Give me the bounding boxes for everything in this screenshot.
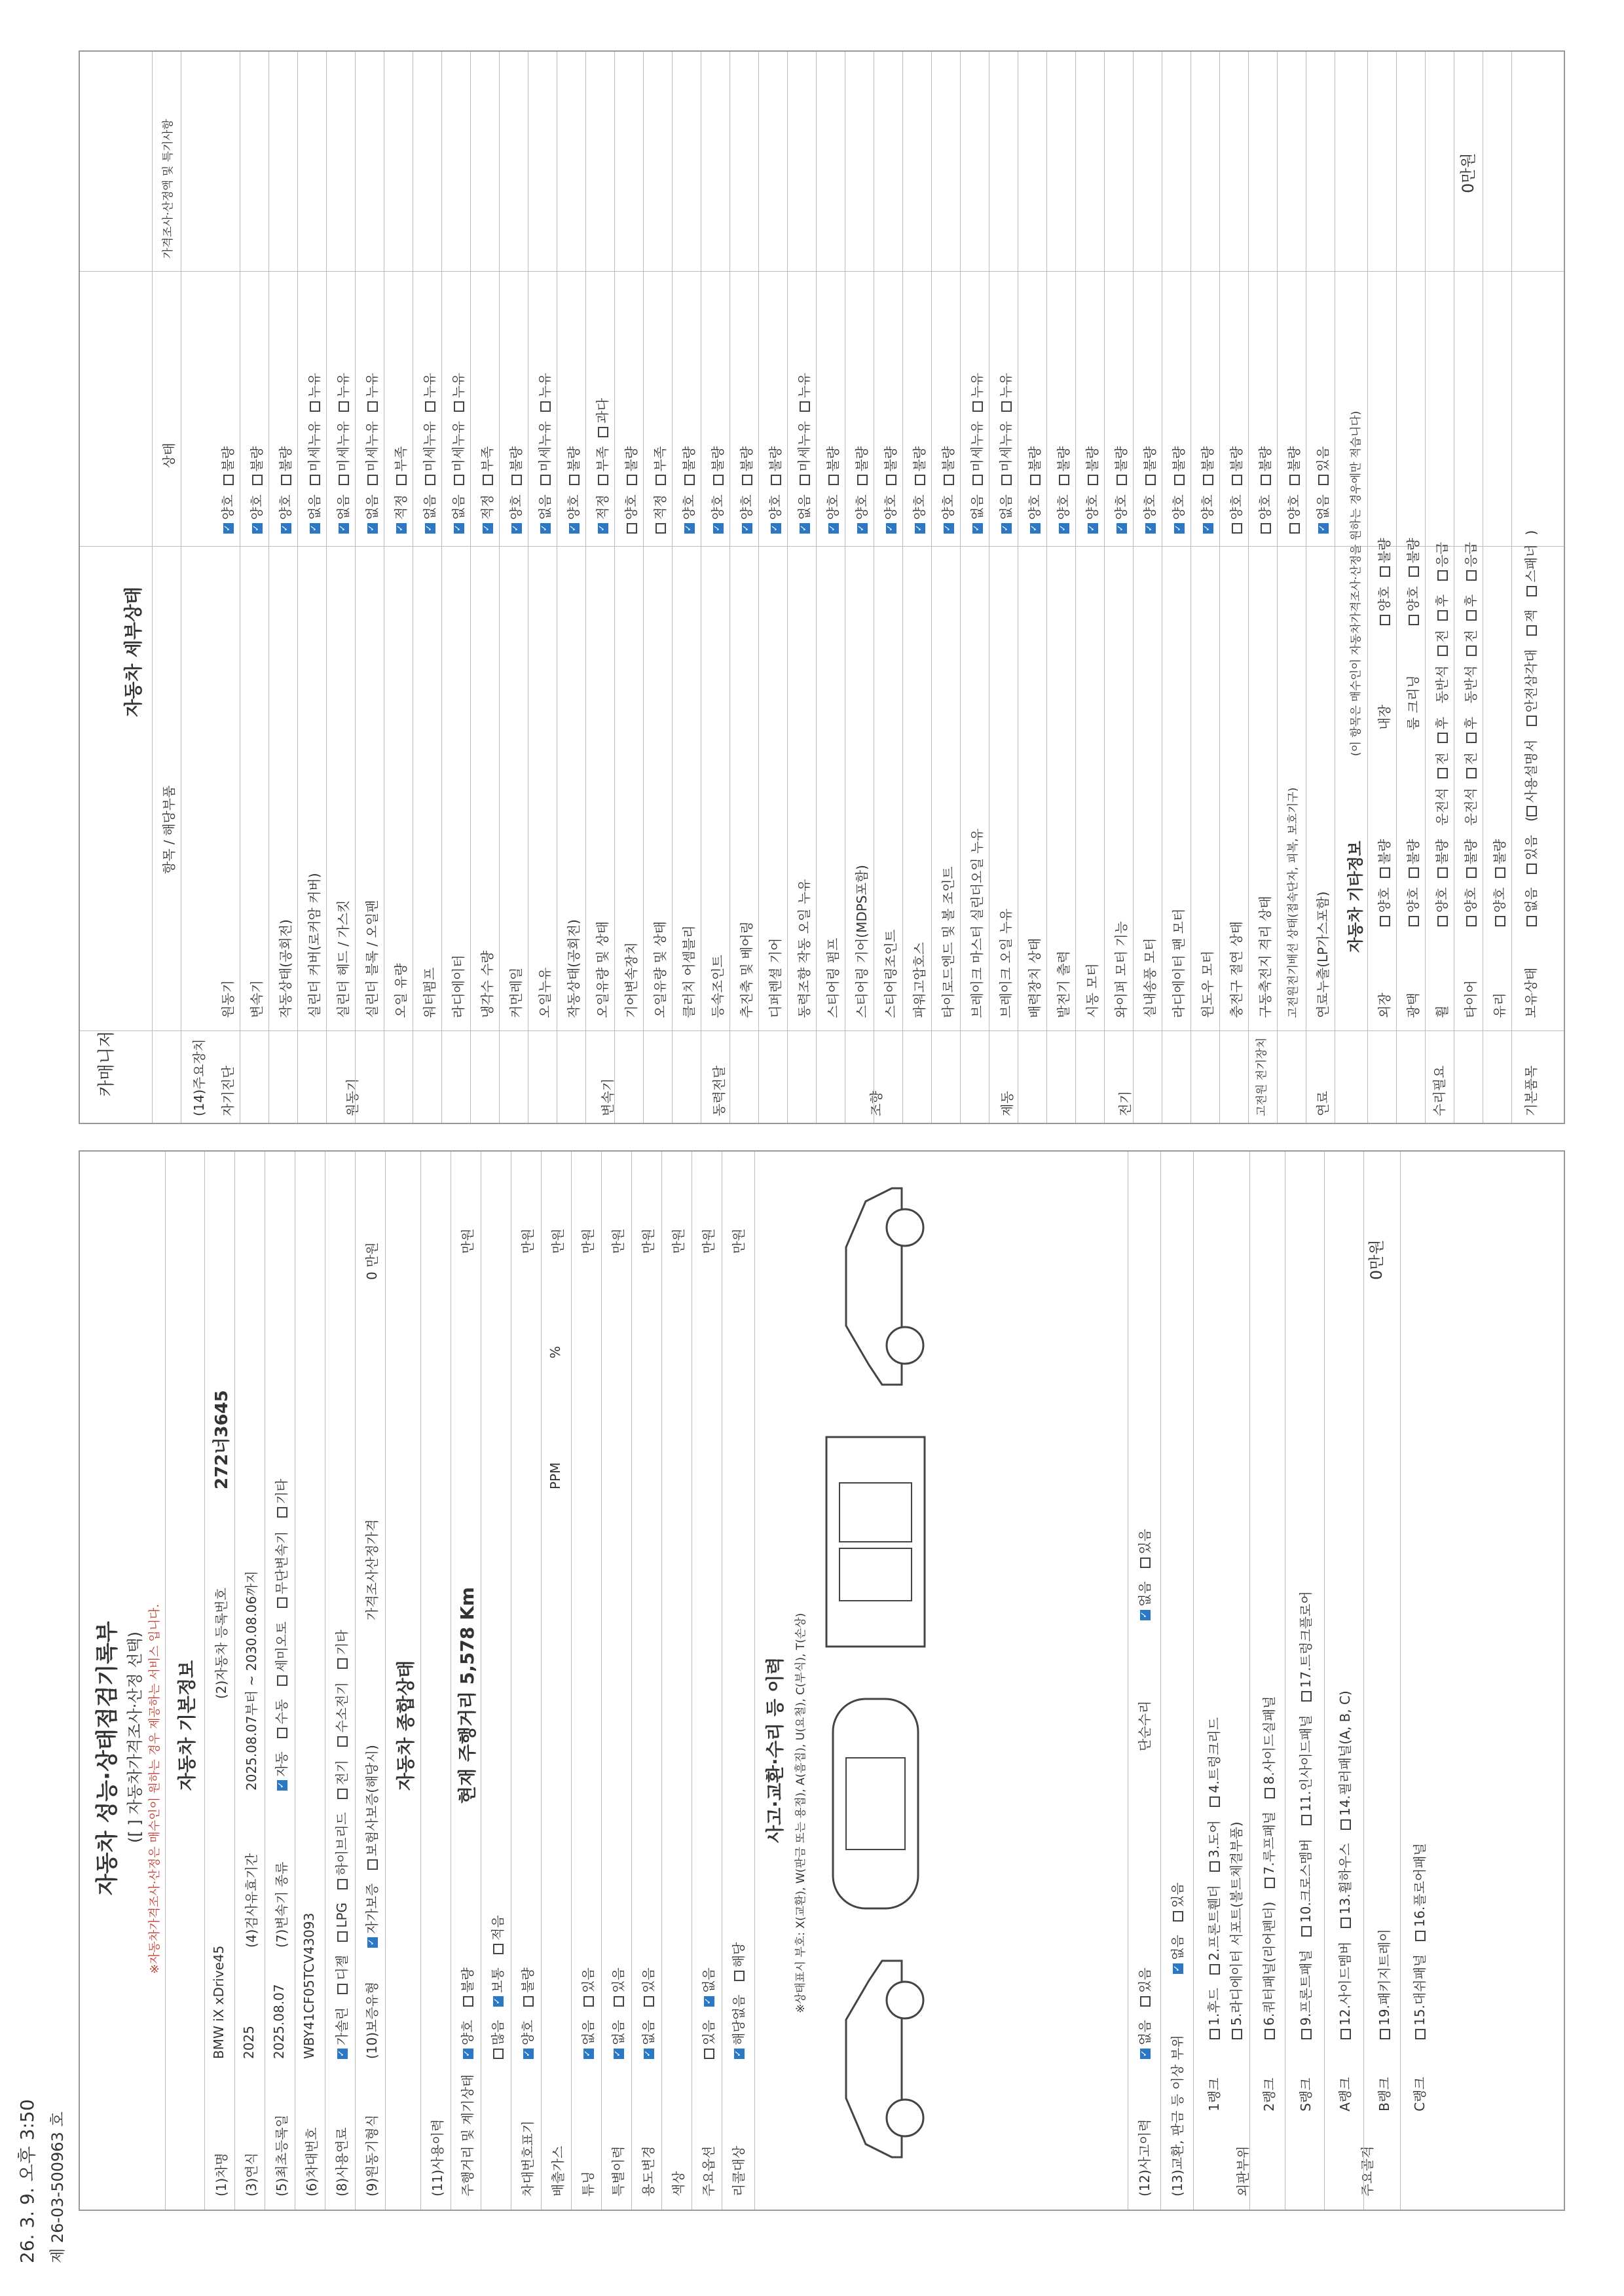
power-item-1-state: ✓양호불량 <box>707 437 726 534</box>
engine-item-7: 냉각수 수량 <box>479 951 495 1018</box>
label-basic-items: 기본품목 <box>1523 1065 1539 1116</box>
label-possession: 보유상태 <box>1523 967 1539 1018</box>
other-glass: 유리 <box>1492 993 1507 1018</box>
section-accident-title: 사고·교환·수리 등 이력 <box>764 1656 786 1843</box>
vin-mark-unit: 만원 <box>520 1228 536 1254</box>
trans-item-2-state: ✓적정부족과다 <box>592 389 611 534</box>
steer-item-4-state: ✓양호불량 <box>880 437 899 534</box>
accident-options: ✓없음 있음 <box>1134 1958 1153 2059</box>
label-accident: (12)사고이력 <box>1137 2119 1153 2196</box>
value-year: 2025 <box>241 2026 257 2059</box>
use-change-unit: 만원 <box>640 1228 656 1254</box>
hv-item-2: 고전원전기배선 상태(접속단자, 피복, 보호기구) <box>1287 787 1300 1018</box>
other-interior-state: 양호불량 <box>1374 529 1393 625</box>
car-diagram-left-side <box>820 1948 931 2170</box>
tuning-unit: 만원 <box>580 1228 596 1254</box>
hv-item-2-state: 양호불량 <box>1283 437 1302 534</box>
option-options: 있음 ✓없음 <box>698 1958 717 2059</box>
engine-item-5: 워터펌프 <box>422 967 437 1018</box>
print-timestamp: 26. 3. 9. 오후 3:50 <box>16 2099 38 2263</box>
other-glass-state: 양호불량 <box>1489 830 1508 926</box>
group-steering: 조향 <box>868 1091 884 1116</box>
other-exterior-state: 양호불량 <box>1374 830 1393 926</box>
car-diagram-top <box>813 1686 938 1922</box>
trans-item-3: 기어변속장치 <box>623 942 639 1018</box>
elec-item-5: 윈도우 모터 <box>1200 951 1215 1018</box>
label-plate: (2)자동차 등록번호 <box>213 1588 229 1699</box>
steer-item-2-state: ✓양호불량 <box>822 437 841 534</box>
page-title: 자동차 성능·상태점검기록부 <box>94 1621 120 1895</box>
elec-item-0: 발전기 출력 <box>1056 951 1071 1018</box>
other-gloss: 광택 <box>1405 993 1421 1018</box>
elec-item-4: 라디에이터 팬 모터 <box>1171 908 1187 1018</box>
elec-item-3: 실내송풍 모터 <box>1142 938 1158 1018</box>
elec-item-0-state: ✓양호불량 <box>1053 437 1072 534</box>
engine-item-8-state: ✓양호불량 <box>506 437 525 534</box>
simple-repair-options: ✓없음 있음 <box>1134 1520 1153 1620</box>
right-half-detail-section <box>79 50 1565 1124</box>
elec-item-2: 와이퍼 모터 기능 <box>1113 921 1129 1018</box>
elec-item-4-state: ✓양호불량 <box>1168 437 1187 534</box>
steer-item-0: 동력조향 작동 오일 누유 <box>796 879 812 1018</box>
label-fuel: (8)사용연료 <box>334 2127 350 2196</box>
trans-item-3-state: 양호불량 <box>621 437 640 534</box>
col-price: 가격조사·산정액 및 특기사항 <box>162 118 175 259</box>
emission-unit: 만원 <box>550 1228 566 1254</box>
trans-item-1: 작동상태(공회전) <box>566 919 581 1018</box>
brake-item-2: 배력장치 상태 <box>1027 938 1043 1018</box>
fuel-item-0: 연료누출(LP가스포함) <box>1315 891 1331 1018</box>
label-rank2: 2랭크 <box>1261 2077 1277 2111</box>
elec-item-5-state: ✓양호불량 <box>1197 437 1216 534</box>
emission-ppm: PPM <box>547 1462 563 1489</box>
label-special: 특별이력 <box>610 2145 626 2196</box>
options-unit: 만원 <box>701 1228 716 1254</box>
steer-item-3-state: ✓양호불량 <box>851 437 870 534</box>
engine-item-1-state: ✓없음미세누유누유 <box>304 363 323 534</box>
red-notice: ※자동차가격조사·산정은 매수인이 원하는 경우 제공하는 서비스 입니다. <box>148 1603 162 1974</box>
mileage-amount-options: 많음 ✓보통 적음 <box>487 1906 506 2059</box>
power-item-2: 추진축 및 베어링 <box>739 921 754 1018</box>
engine-item-6-state: ✓없음미세누유누유 <box>448 363 467 534</box>
hv-item-1-state: 양호불량 <box>1255 437 1274 534</box>
other-price: 0만원 <box>1459 153 1477 193</box>
parts-rank1b: 5.라디에이터 서포트(볼트체결부품) <box>1226 1812 1245 2039</box>
label-color: 색상 <box>671 2171 686 2196</box>
label-inspection: (4)검사유효기간 <box>244 1853 259 1948</box>
steer-item-5: 파워고압호스 <box>912 942 927 1018</box>
power-item-1: 등속조인트 <box>710 955 726 1018</box>
brake-item-2-state: ✓양호불량 <box>1024 437 1043 534</box>
trans-item-1-state: ✓양호불량 <box>563 437 582 534</box>
engine-item-0: 작동상태(공회전) <box>278 919 293 1018</box>
other-note: (이 항목은 매수인이 자동차가격조사·산정을 원하는 경우에만 적습니다) <box>1350 410 1363 756</box>
other-wheel: 휠 <box>1434 1005 1450 1018</box>
value-vin: WBY41CF05TCV43093 <box>301 1912 317 2059</box>
engine-item-4-state: ✓적정부족 <box>390 437 409 534</box>
label-c-rank: C랭크 <box>1412 2077 1428 2111</box>
label-main-frame: 주요골격 <box>1359 2145 1375 2196</box>
engine-item-1: 실린더 커버(로커암 커버) <box>306 873 322 1018</box>
label-main-device: (14)주요장치 <box>191 1038 207 1116</box>
other-room-clean: 룸 크리닝 <box>1405 675 1421 730</box>
emission-percent: % <box>547 1345 563 1358</box>
label-repair-parts: (13)교환, 판금 등 이상 부위 <box>1170 2035 1185 2196</box>
parts-rank1: 1.후드 2.프론트휀더 3.도어 4.트렁크리드 <box>1204 1708 1223 2039</box>
group-hv: 고전원 전기장치 <box>1255 1037 1268 1116</box>
section-other-title: 자동차 기타정보 <box>1346 841 1365 953</box>
parts-c: 15.대쉬패널 16.플로어패널 <box>1409 1834 1428 2039</box>
brake-item-0-state: ✓없음미세누유누유 <box>967 363 986 534</box>
label-a-rank: A랭크 <box>1337 2077 1353 2111</box>
self-diag-engine-state: ✓양호불량 <box>217 437 236 534</box>
other-room-clean-state: 양호불량 <box>1403 529 1422 625</box>
label-transmission: (7)변속기 종류 <box>274 1861 289 1948</box>
recall-unit: 만원 <box>731 1228 747 1254</box>
label-options: 주요옵션 <box>701 2145 716 2196</box>
label-self-diag: 자기진단 <box>220 1065 236 1116</box>
engine-item-0-state: ✓양호불량 <box>275 437 294 534</box>
group-transmission: 변속기 <box>600 1078 616 1116</box>
trans-item-4-state: 적정부족 <box>650 437 669 534</box>
label-guarantee-type: (10)보증유형 <box>364 1981 380 2059</box>
section-total-title: 자동차 종합상태 <box>395 1660 416 1791</box>
hv-item-1: 구동축전지 격리 상태 <box>1257 896 1273 1018</box>
steer-item-0-state: ✓없음미세누유누유 <box>794 363 813 534</box>
section-detail-title: 자동차 세부상태 <box>122 586 144 717</box>
use-change-options: ✓없음 있음 <box>638 1958 657 2059</box>
trans-item-2: 오일유량 및 상태 <box>595 921 610 1018</box>
elec-item-1-state: ✓양호불량 <box>1082 437 1101 534</box>
label-b-rank: B랭크 <box>1376 2077 1392 2111</box>
other-wheel-state: 양호불량 운전석전후 동반석전후 응급 <box>1431 533 1450 926</box>
other-tire: 타이어 <box>1463 980 1479 1018</box>
group-engine: 원동기 <box>344 1078 360 1116</box>
hv-item-0-state: 양호불량 <box>1226 437 1245 534</box>
trans-options: ✓자동 수동 세미오토 무단변속기 기타 <box>271 1470 290 1791</box>
color-unit: 만원 <box>671 1228 686 1254</box>
brake-item-0: 브레이크 마스터 실린더오일 누유 <box>969 828 985 1018</box>
group-fuel: 연료 <box>1315 1091 1331 1116</box>
vin-mark-options: ✓양호 불량 <box>517 1958 536 2059</box>
engine-item-3: 실린더 블록 / 오일팬 <box>364 900 380 1018</box>
engine-item-3-state: ✓없음미세누유누유 <box>361 363 380 534</box>
trans-item-0-state: ✓없음미세누유누유 <box>534 363 553 534</box>
col-item: 항목 / 해당부품 <box>161 785 177 874</box>
car-diagram-right-side <box>820 1175 931 1398</box>
group-power: 동력전달 <box>711 1065 727 1116</box>
label-tuning: 튜닝 <box>580 2171 596 2196</box>
label-year: (3)연식 <box>244 2153 259 2196</box>
section-basic-title: 자동차 기본정보 <box>176 1660 198 1791</box>
steer-item-3: 스티어링 기어(MDPS포함) <box>854 865 870 1018</box>
group-electric: 전기 <box>1117 1091 1133 1116</box>
engine-item-4: 오일 유량 <box>393 963 409 1018</box>
accident-price: 0만원 <box>1367 1239 1386 1280</box>
accident-note: ※상태표시 부호: X(교환), W(판금 또는 용접), A(흠집), U(요철), C(부식), T(손상) <box>794 1613 807 2013</box>
steer-item-5-state: ✓양호불량 <box>909 437 928 534</box>
other-interior: 내장 <box>1376 704 1392 730</box>
other-exterior: 외장 <box>1376 993 1392 1018</box>
value-regdate: 2025.08.07 <box>271 1984 287 2059</box>
mileage-options: ✓양호 불량 <box>457 1958 476 2059</box>
document-number: 제 26-03-500963 호 <box>48 2111 67 2263</box>
left-half-general-section <box>79 1150 1565 2211</box>
elec-item-2-state: ✓양호불량 <box>1111 437 1130 534</box>
value-inspection: 2025.08.07부터 ~ 2030.08.06까지 <box>244 1571 259 1791</box>
engine-item-2: 실린더 헤드 / 가스킷 <box>335 900 351 1018</box>
tuning-options: ✓없음 있음 <box>578 1958 597 2059</box>
engine-item-5-state: ✓없음미세누유누유 <box>419 363 438 534</box>
parts-rank2: 6.쿼터패널(리어펜더) 7.루프패널 8.사이드실패널 <box>1259 1687 1278 2039</box>
label-emission: 배출가스 <box>550 2145 566 2196</box>
label-warranty: (9)원동기형식 <box>364 2115 380 2196</box>
elec-item-3-state: ✓양호불량 <box>1139 437 1158 534</box>
repair-parts-options: ✓없음 있음 <box>1167 1873 1186 1974</box>
engine-item-2-state: ✓없음미세누유누유 <box>333 363 352 534</box>
brake-item-1-state: ✓없음미세누유누유 <box>995 363 1014 534</box>
engine-item-7-state: ✓적정부족 <box>477 437 496 534</box>
parts-a: 12.사이드멤버 13.휠하우스 14.필러패널(A, B, C) <box>1335 1681 1354 2039</box>
power-item-0-state: ✓양호불량 <box>678 437 697 534</box>
label-s-rank: S랭크 <box>1298 2077 1314 2111</box>
basic-items-state: 없음 있음 (사용설명서 안전삼각대 잭 스패너) <box>1521 530 1540 926</box>
other-gloss-state: 양호불량 <box>1403 830 1422 926</box>
trans-item-0: 오일누유 <box>537 967 553 1018</box>
group-brake: 제동 <box>999 1091 1015 1116</box>
label-recall: 리콜대상 <box>731 2145 747 2196</box>
hv-item-0: 충전구 절연 상태 <box>1228 921 1244 1018</box>
steer-item-6: 타이로드엔드 및 볼 조인트 <box>940 866 956 1018</box>
power-item-2-state: ✓양호불량 <box>736 437 755 534</box>
col-state: 상태 <box>161 443 177 468</box>
power-item-3-state: ✓양호불량 <box>765 437 784 534</box>
label-outer: 외판부위 <box>1235 2145 1251 2196</box>
label-vin: (6)차대번호 <box>304 2127 320 2196</box>
label-price: 가격조사산정가격 <box>364 1519 380 1620</box>
power-item-0: 클러치 어셈블리 <box>681 925 697 1018</box>
steer-item-6-state: ✓양호불량 <box>938 437 957 534</box>
engine-item-6: 라디에이터 <box>451 955 466 1018</box>
self-diag-engine: 원동기 <box>220 980 236 1018</box>
car-diagram-underbody <box>813 1424 938 1660</box>
fuel-options: ✓가솔린 디젤 LPG 하이브리드 전기 수소전기 기타 <box>331 1620 350 2059</box>
engine-item-8: 커먼레일 <box>508 967 524 1018</box>
special-unit: 만원 <box>610 1228 626 1254</box>
power-item-3: 디퍼렌셜 기어 <box>767 938 783 1018</box>
label-vin-mark: 차대번호표기 <box>520 2121 536 2196</box>
value-car-name: BMW iX xDrive45 <box>211 1945 227 2059</box>
label-usage: (11)사용이력 <box>430 2119 445 2196</box>
label-mileage: 주행거리 및 계기상태 <box>460 2074 475 2196</box>
fuel-item-0-state: ✓없음있음 <box>1312 437 1331 534</box>
label-rank1: 1랭크 <box>1206 2077 1222 2111</box>
page-subtitle: ([ ] 자동차가격조사·산정 선택) <box>126 1631 144 1843</box>
parts-b-first: 19.패키지트레이 <box>1374 1920 1393 2039</box>
label-regdate: (5)최초등록일 <box>274 2115 289 2196</box>
other-tire-state: 양호불량 운전석전후 동반석전후 응급 <box>1460 533 1479 926</box>
warranty-options: ✓자가보증 보험사보증(해당시) <box>361 1736 380 1948</box>
steer-item-2: 스티어링 펌프 <box>825 938 841 1018</box>
trans-item-4: 오일유량 및 상태 <box>652 921 668 1018</box>
label-simple-repair: 단순수리 <box>1137 1700 1153 1751</box>
self-diag-trans-state: ✓양호불량 <box>246 437 265 534</box>
parts-s: 9.프론트패널 10.크로스멤버 11.인사이드패널 17.트렁크플로어 <box>1295 1582 1314 2039</box>
label-use-change: 용도변경 <box>640 2145 656 2196</box>
self-diag-trans: 변속기 <box>249 980 265 1018</box>
recall-options: ✓해당없음 해당 <box>728 1933 747 2059</box>
brake-item-1: 브레이크 오일 누유 <box>998 908 1014 1018</box>
mileage-unit: 만원 <box>460 1228 475 1254</box>
label-repair-need: 수리필요 <box>1431 1065 1447 1116</box>
steer-item-4: 스티어링조인트 <box>883 929 898 1018</box>
value-plate: 272너3645 <box>212 1390 232 1489</box>
label-car-name: (1)차명 <box>213 2153 229 2196</box>
elec-item-1: 시동 모터 <box>1084 963 1100 1018</box>
special-options: ✓없음 있음 <box>608 1958 627 2059</box>
detail-brand: 카매니저 <box>97 1030 117 1097</box>
mileage-text: 현재 주행거리 5,578 Km <box>456 1587 478 1804</box>
value-price: 0 만원 <box>364 1242 380 1280</box>
